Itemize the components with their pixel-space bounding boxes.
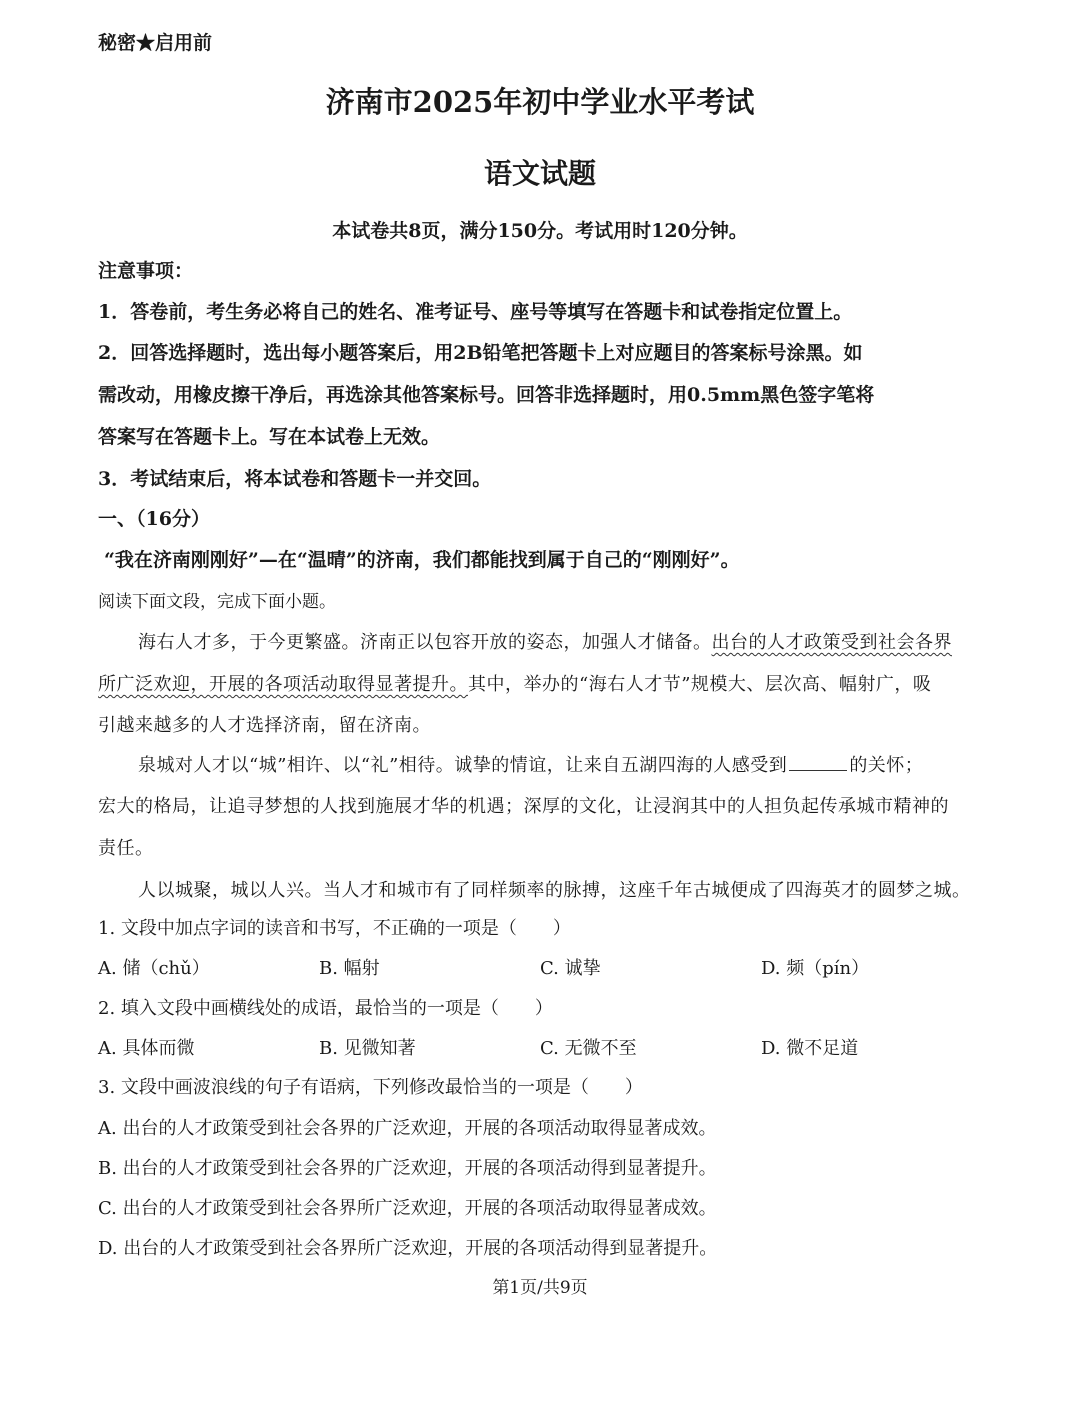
notice-item-1: 1．答卷前，考生务必将自己的姓名、准考证号、座号等填写在答题卡和试卷指定位置上。 (98, 301, 853, 323)
secret-label: 秘密★启用前 (98, 32, 213, 54)
notice-item-2-line-1: 2．回答选择题时，选出每小题答案后，用2B铅笔把答题卡上对应题目的答案标号涂黑。如 (98, 342, 863, 364)
passage-p1-line-3: 引越来越多的人才选择济南，留在济南。 (98, 715, 431, 736)
page-footer: 第1页/共9页 (492, 1278, 588, 1298)
passage-p1-line-2 (98, 672, 998, 698)
fill-in-blank (789, 754, 847, 771)
passage-p2-text-cont: 的关怀； (849, 755, 924, 776)
q3-option-a: A. 出台的人才政策受到社会各界的广泛欢迎，开展的各项活动取得显著成效。 (98, 1118, 717, 1139)
wavy-sentence-part-2: 所广泛欢迎，开展的各项活动取得显著提升。 (98, 674, 468, 695)
passage-p2-line-2: 宏大的格局，让追寻梦想的人找到施展才华的机遇；深厚的文化，让浸润其中的人担负起传承城市精神的 (98, 796, 949, 817)
question-1: 1. 文段中加点字词的读音和书写，不正确的一项是（ ） (98, 918, 571, 939)
exam-info: 本试卷共8页，满分150分。考试用时120分钟。 (332, 220, 748, 242)
notice-heading: 注意事项： (98, 260, 194, 282)
q1-option-a: A. 储（chǔ） (98, 958, 210, 979)
passage-p2-text: 泉城对人才以“城”相许、以“礼”相待。诚挚的情谊，让来自五湖四海的人感受到 (138, 755, 788, 776)
q1-option-c: C. 诚挚 (540, 958, 601, 979)
reading-instruction: 阅读下面文段，完成下面小题。 (98, 592, 336, 612)
question-3: 3. 文段中画波浪线的句子有语病，下列修改最恰当的一项是（ ） (98, 1077, 643, 1098)
passage-p1-text: 海右人才多，于今更繁盛。济南正以包容开放的姿态，加强人才储备。 (138, 632, 712, 653)
q3-option-c: C. 出台的人才政策受到社会各界所广泛欢迎，开展的各项活动取得显著成效。 (98, 1198, 717, 1219)
exam-title: 济南市2025年初中学业水平考试 (325, 85, 755, 119)
exam-subtitle: 语文试题 (483, 157, 596, 190)
wavy-sentence-part-1: 出台的人才政策受到社会各界 (711, 632, 952, 653)
q2-option-b: B. 见微知著 (319, 1038, 416, 1059)
section-theme: “我在济南刚刚好”—在“温晴”的济南，我们都能找到属于自己的“刚刚好”。 (104, 549, 740, 571)
passage-p1-text-cont: 其中，举办的“海右人才节”规模大、层次高、幅射广，吸 (468, 674, 932, 695)
section-heading: 一、（16分） (98, 508, 210, 530)
passage-p2-line-3: 责任。 (98, 838, 154, 859)
notice-item-2-line-3: 答案写在答题卡上。写在本试卷上无效。 (98, 426, 441, 448)
q1-option-b: B. 幅射 (319, 958, 380, 979)
q2-option-d: D. 微不足道 (761, 1038, 859, 1059)
passage-p2-line-1 (138, 753, 1038, 779)
question-2: 2. 填入文段中画横线处的成语，最恰当的一项是（ ） (98, 998, 553, 1019)
passage-p3: 人以城聚，城以人兴。当人才和城市有了同样频率的脉搏，这座千年古城便成了四海英才的圆梦之城。 (138, 880, 971, 901)
q2-option-a: A. 具体而微 (98, 1038, 195, 1059)
q1-option-d: D. 频（pín） (761, 958, 870, 979)
q2-option-c: C. 无微不至 (540, 1038, 637, 1059)
notice-item-2-line-2: 需改动，用橡皮擦干净后，再选涂其他答案标号。回答非选择题时，用0.5mm黑色签字笔将 (98, 384, 875, 406)
passage-p1-line-1 (138, 630, 1038, 656)
notice-item-3: 3．考试结束后，将本试卷和答题卡一并交回。 (98, 468, 492, 490)
q3-option-b: B. 出台的人才政策受到社会各界的广泛欢迎，开展的各项活动得到显著提升。 (98, 1158, 717, 1179)
q3-option-d: D. 出台的人才政策受到社会各界所广泛欢迎，开展的各项活动得到显著提升。 (98, 1238, 718, 1259)
